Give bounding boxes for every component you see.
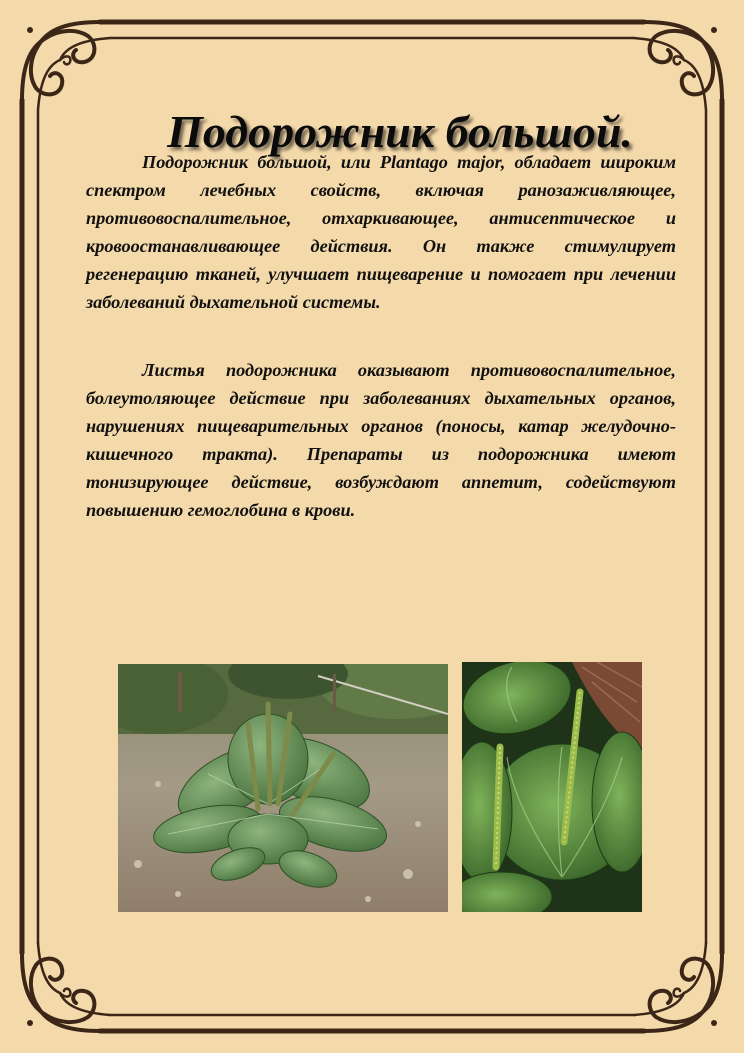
paragraph-leaves: Листья подорожника оказывают противовоспалительное, болеутоляющее действие при заболеваниях дыхательных органов, нарушениях пищеварительных органов (поносы, катар желудочно-кишечного тракта). Препараты из подорожника имеют тонизирующее действие, возбуждают аппетит, содействуют повышению гемоглобина в крови. [86, 360, 676, 520]
plantain-plant-photo [118, 664, 448, 912]
page-title: Подорожник большой. [167, 105, 633, 157]
paragraph-intro: Подорожник большой, или Plantago major, обладает широким спектром лечебных свойств, включая ранозаживляющее, противовоспалительное, отхаркивающее, антисептическое и кровоостанавливающее действия. Он также стимулирует регенерацию тканей, улучшает пищеварение и помогает при лечении заболеваний дыхательной системы. [86, 152, 676, 312]
plantain-leaves-closeup-photo [462, 662, 642, 912]
